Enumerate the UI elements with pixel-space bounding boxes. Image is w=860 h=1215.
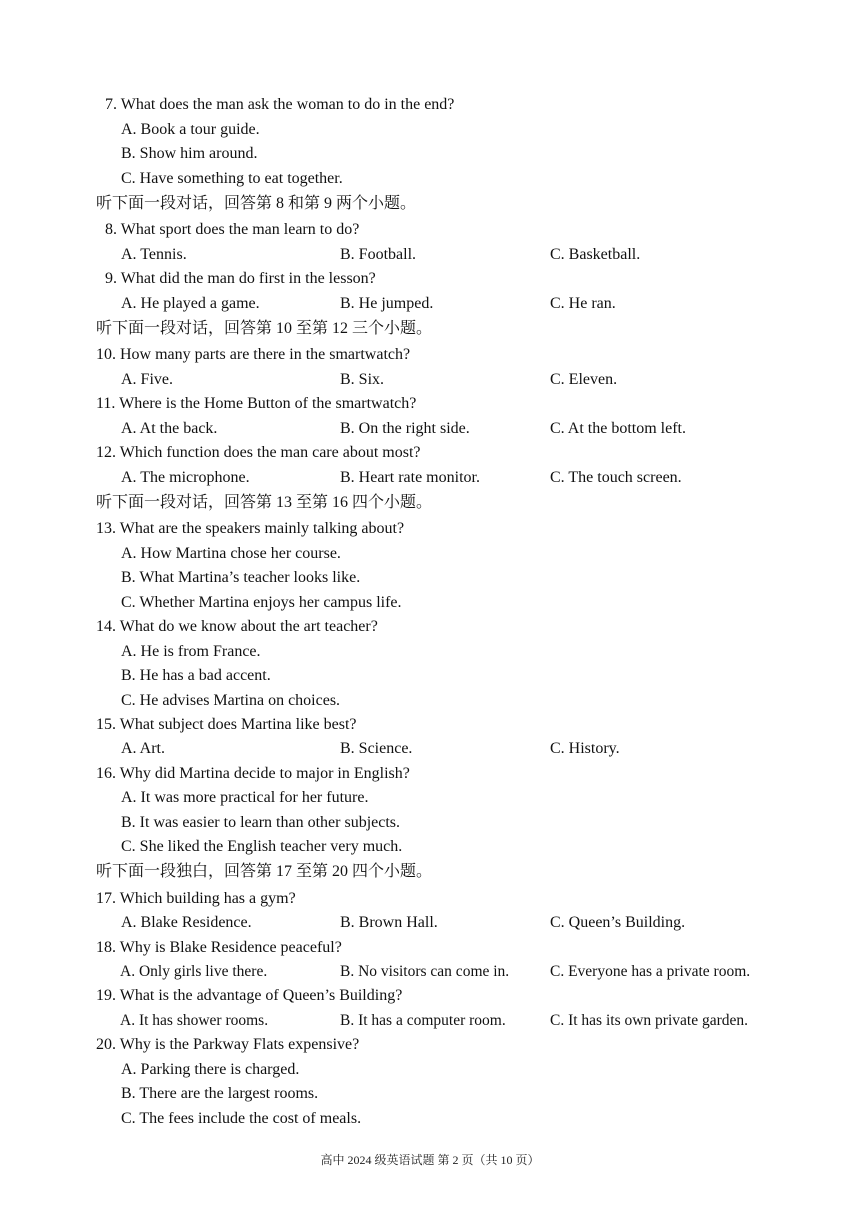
question-9-option-c: C. He ran. <box>550 295 616 312</box>
question-7-stem: 7. What does the man ask the woman to do in the end? <box>105 96 455 113</box>
page-footer: 高中 2024 级英语试题 第 2 页（共 10 页） <box>320 1153 540 1167</box>
question-17-option-a: A. Blake Residence. <box>121 914 252 931</box>
question-10-option-b: B. Six. <box>340 371 385 388</box>
question-19-option-b: B. It has a computer room. <box>340 1012 506 1029</box>
question-13-stem: 13. What are the speakers mainly talking about? <box>96 520 405 537</box>
question-17-option-c: C. Queen’s Building. <box>550 914 686 931</box>
question-19-option-c: C. It has its own private garden. <box>550 1012 749 1029</box>
question-8-option-b: B. Football. <box>340 246 417 263</box>
question-8-stem: 8. What sport does the man learn to do? <box>105 221 360 238</box>
question-10-stem: 10. How many parts are there in the smartwatch? <box>96 346 411 363</box>
instruction-8-9: 听下面一段对话，回答第 8 和第 9 两个小题。 <box>96 195 417 212</box>
question-20-option-b: B. There are the largest rooms. <box>121 1085 319 1102</box>
question-20-option-a: A. Parking there is charged. <box>121 1061 300 1078</box>
question-18-option-a: A. Only girls live there. <box>120 963 268 980</box>
question-15-option-a: A. Art. <box>121 740 165 757</box>
question-14-option-a: A. He is from France. <box>121 643 261 660</box>
instruction-10-12: 听下面一段对话，回答第 10 至第 12 三个小题。 <box>96 320 433 337</box>
question-11-option-b: B. On the right side. <box>340 420 470 437</box>
question-14-option-c: C. He advises Martina on choices. <box>121 692 341 709</box>
question-17-stem: 17. Which building has a gym? <box>96 890 296 907</box>
question-10-option-c: C. Eleven. <box>550 371 618 388</box>
question-8-option-a: A. Tennis. <box>121 246 187 263</box>
instruction-17-20: 听下面一段独白，回答第 17 至第 20 四个小题。 <box>96 863 433 880</box>
question-13-option-c: C. Whether Martina enjoys her campus life. <box>121 594 402 611</box>
question-13-option-b: B. What Martina’s teacher looks like. <box>121 569 361 586</box>
question-18-option-b: B. No visitors can come in. <box>340 963 510 980</box>
question-10-option-a: A. Five. <box>121 371 173 388</box>
question-20-stem: 20. Why is the Parkway Flats expensive? <box>96 1036 360 1053</box>
question-7-option-a: A. Book a tour guide. <box>121 121 260 138</box>
question-15-option-b: B. Science. <box>340 740 413 757</box>
question-19-option-a: A. It has shower rooms. <box>120 1012 269 1029</box>
question-18-stem: 18. Why is Blake Residence peaceful? <box>96 939 342 956</box>
question-14-stem: 14. What do we know about the art teacher? <box>96 618 378 635</box>
question-20-option-c: C. The fees include the cost of meals. <box>121 1110 362 1127</box>
question-16-stem: 16. Why did Martina decide to major in English? <box>96 765 410 782</box>
instruction-13-16: 听下面一段对话，回答第 13 至第 16 四个小题。 <box>96 494 433 511</box>
question-7-option-b: B. Show him around. <box>121 145 258 162</box>
question-11-stem: 11. Where is the Home Button of the smartwatch? <box>96 395 417 412</box>
question-19-stem: 19. What is the advantage of Queen’s Building? <box>96 987 403 1004</box>
question-16-option-b: B. It was easier to learn than other subjects. <box>121 814 401 831</box>
question-9-stem: 9. What did the man do first in the lesson? <box>105 270 376 287</box>
question-9-option-a: A. He played a game. <box>121 295 260 312</box>
question-7-option-c: C. Have something to eat together. <box>121 170 343 187</box>
question-18-option-c: C. Everyone has a private room. <box>550 963 751 980</box>
question-14-option-b: B. He has a bad accent. <box>121 667 271 684</box>
question-17-option-b: B. Brown Hall. <box>340 914 438 931</box>
question-15-stem: 15. What subject does Martina like best? <box>96 716 357 733</box>
question-11-option-a: A. At the back. <box>121 420 218 437</box>
question-12-option-c: C. The touch screen. <box>550 469 682 486</box>
question-12-option-b: B. Heart rate monitor. <box>340 469 480 486</box>
question-16-option-a: A. It was more practical for her future. <box>121 789 369 806</box>
question-9-option-b: B. He jumped. <box>340 295 434 312</box>
question-11-option-c: C. At the bottom left. <box>550 420 686 437</box>
question-13-option-a: A. How Martina chose her course. <box>121 545 341 562</box>
question-15-option-c: C. History. <box>550 740 620 757</box>
question-16-option-c: C. She liked the English teacher very much. <box>121 838 403 855</box>
question-12-option-a: A. The microphone. <box>121 469 250 486</box>
question-12-stem: 12. Which function does the man care about most? <box>96 444 421 461</box>
question-8-option-c: C. Basketball. <box>550 246 641 263</box>
